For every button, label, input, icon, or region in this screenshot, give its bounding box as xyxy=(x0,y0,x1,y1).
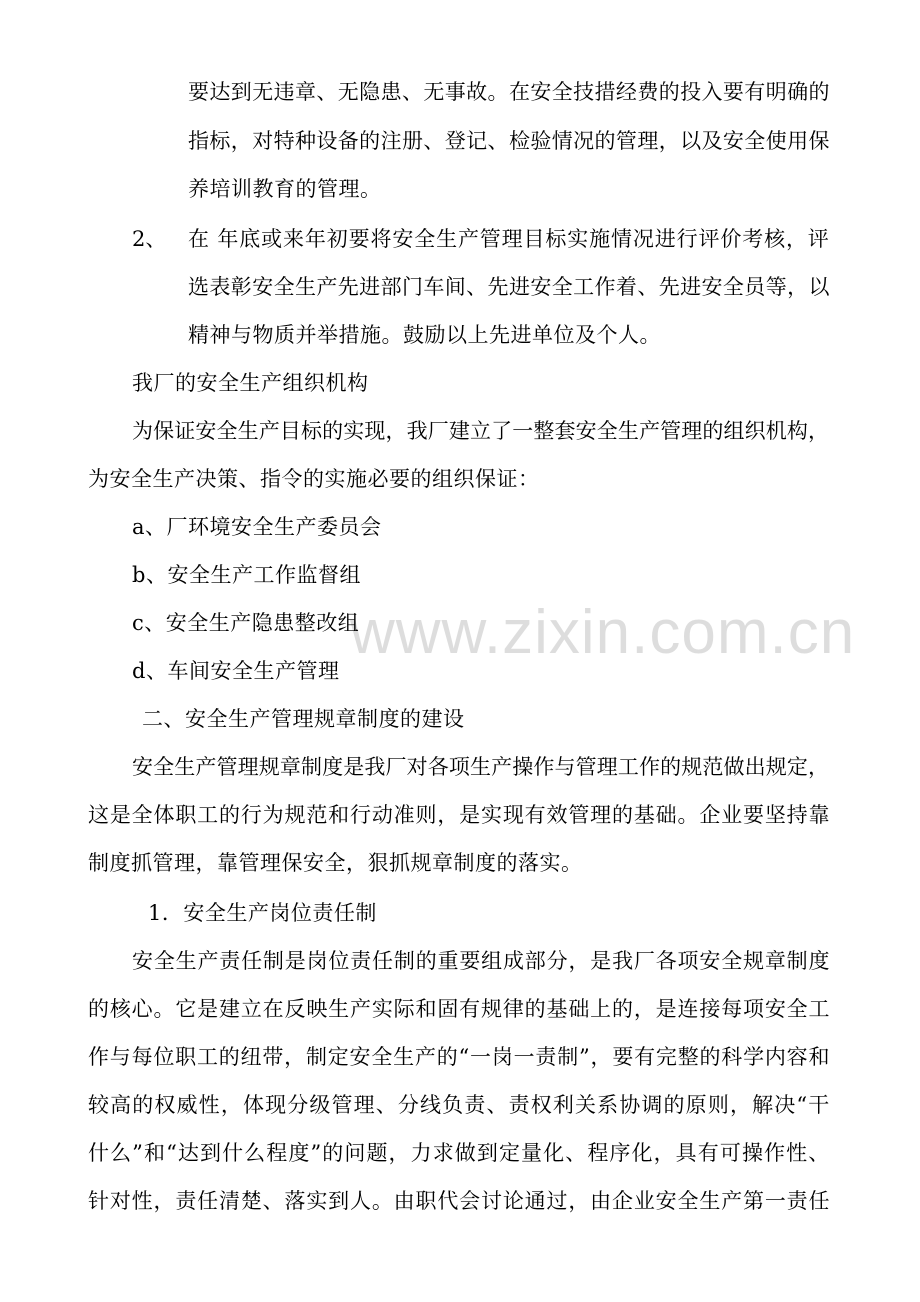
watermark-text: www.zixin.com.cn xyxy=(350,598,856,667)
sub1-para-line-6: 针对性，责任清楚、落实到人。由职代会讨论通过，由企业安全生产第一责任 xyxy=(88,1189,831,1213)
item2-line-2: 选表彰安全生产先进部门车间、先进安全工作着、先进安全员等，以 xyxy=(188,275,830,299)
sub1-para-line-3: 作与每位职工的纽带，制定安全生产的“一岗一责制”，要有完整的科学内容和 xyxy=(88,1045,831,1069)
org-para-line-2: 为安全生产决策、指令的实施必要的组织保证： xyxy=(88,467,540,491)
org-para-line-1: 为保证安全生产目标的实现，我厂建立了一整套安全生产管理的组织机构， xyxy=(132,419,830,443)
sub1-para-line-5: 什么”和“达到什么程度”的问题，力求做到定量化、程序化，具有可操作性、 xyxy=(88,1141,831,1165)
org-list-item: c、安全生产隐患整改组 xyxy=(132,611,360,635)
item2-number: 2、 xyxy=(132,227,167,251)
sub1-para-line-2: 的核心。它是建立在反映生产实际和固有规律的基础上的，是连接每项安全工 xyxy=(88,997,831,1021)
section2-heading: 二、安全生产管理规章制度的建设 xyxy=(142,707,465,731)
org-list-item: a、厂环境安全生产委员会 xyxy=(132,515,382,539)
sub1-para-line-4: 较高的权威性，体现分级管理、分线负责、责权利关系协调的原则，解决“干 xyxy=(88,1093,831,1117)
sub1-heading: 1．安全生产岗位责任制 xyxy=(148,901,377,925)
org-list-item: b、安全生产工作监督组 xyxy=(132,563,361,587)
item2-line-1: 在 年底或来年初要将安全生产管理目标实施情况进行评价考核，评 xyxy=(188,227,830,251)
sub1-para-line-1: 安全生产责任制是岗位责任制的重要组成部分，是我厂各项安全规章制度 xyxy=(132,949,831,973)
org-list-item: d、车间安全生产管理 xyxy=(132,659,340,683)
item1-line-1: 要达到无违章、无隐患、无事故。在安全技措经费的投入要有明确的 xyxy=(188,80,830,104)
org-heading: 我厂的安全生产组织机构 xyxy=(132,371,369,395)
section2-para-line-1: 安全生产管理规章制度是我厂对各项生产操作与管理工作的规范做出规定， xyxy=(132,755,830,779)
item1-line-3: 养培训教育的管理。 xyxy=(188,177,382,201)
item2-line-3: 精神与物质并举措施。鼓励以上先进单位及个人。 xyxy=(188,323,661,347)
item1-line-2: 指标，对特种设备的注册、登记、检验情况的管理，以及安全使用保 xyxy=(188,129,830,153)
section2-para-line-3: 制度抓管理，靠管理保安全，狠抓规章制度的落实。 xyxy=(88,851,583,875)
section2-para-line-2: 这是全体职工的行为规范和行动准则，是实现有效管理的基础。企业要坚持靠 xyxy=(88,803,831,827)
